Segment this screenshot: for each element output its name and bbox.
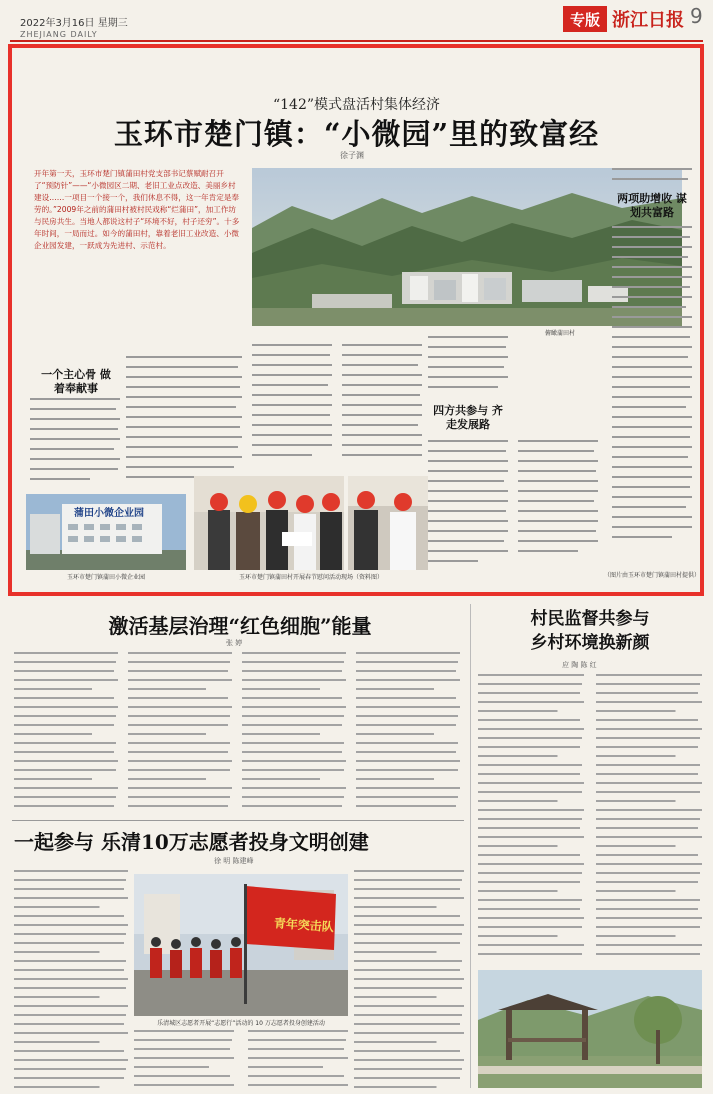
pavilion-photo bbox=[478, 970, 702, 1088]
article2-body bbox=[14, 652, 462, 812]
flag-text: 青年突击队 bbox=[273, 916, 335, 935]
masthead-rule bbox=[10, 40, 703, 42]
inspection-photo-caption: 玉环市楚门镇蒲田村开展春节慰问活动现场（资料图） bbox=[238, 574, 383, 581]
vertical-separator bbox=[470, 604, 471, 1088]
feature-lead: 开年第一天，玉环市楚门镇蒲田村党支部书记蔡赋耐召开了“预防针”——“小微园区二期、老旧工业点改造、美丽乡村建设……一项目一个接一个，我们休息不得，这一年肯定是奉劳的。”2009年之前的蒲田村被村民戏称“烂蒲田”，加工作坊与民房共生。当地人都说这村子“环境不好，村子还穷”。十多年时间，一局而过。如今的蒲田村，靠着老旧工业改造、小微企业园发建，一跃成为先进村、示范村。 bbox=[34, 169, 240, 250]
feature-headline: 玉环市楚门镇：“小微园”里的致富经 bbox=[113, 117, 600, 151]
subhead-cooperation: 四方共参与 齐走发展路 bbox=[433, 404, 503, 431]
aerial-photo-caption: 俯瞰蒲田村 bbox=[544, 330, 575, 337]
article4-title: 一起参与 乐清10万志愿者投身文明创建 bbox=[14, 830, 369, 854]
volunteer-photo-caption: 乐清城区志愿者开展“志愿行”活动的 10 万志愿者投身创建活动 bbox=[157, 1020, 325, 1027]
article4-body-right bbox=[354, 870, 464, 1090]
feature-kicker: “142”模式盘活村集体经济 bbox=[272, 97, 441, 113]
article3-byline: 应 陶 陈 红 bbox=[562, 661, 597, 669]
paper-english-name: ZHEJIANG DAILY bbox=[20, 30, 98, 39]
article4-top-rule bbox=[12, 820, 464, 821]
page-number: 9 bbox=[690, 4, 703, 28]
article4-body-mid bbox=[134, 1030, 348, 1090]
section-tag: 专版 bbox=[563, 6, 607, 32]
park-building-sign: 蒲田小微企业园 bbox=[74, 508, 144, 519]
article4-byline: 徐 明 陈建峰 bbox=[214, 857, 254, 865]
article2-byline: 张 婷 bbox=[226, 639, 243, 647]
highlight-frame bbox=[8, 44, 704, 596]
article3-body bbox=[478, 674, 702, 962]
subhead-leader: 一个主心骨 做着奉献事 bbox=[41, 368, 111, 395]
issue-date: 2022年3月16日 星期三 bbox=[20, 18, 128, 29]
photo-credit-note: （图片由玉环市楚门镇蒲田村提供） bbox=[603, 572, 700, 579]
volunteer-photo bbox=[134, 874, 348, 1016]
article3-title-line1: 村民监督共参与 bbox=[530, 609, 650, 629]
industrial-park-caption: 玉环市楚门镇蒲田小微企业园 bbox=[66, 574, 145, 581]
article2-title: 激活基层治理“红色细胞”能量 bbox=[108, 614, 372, 638]
feature-byline: 徐子渊 bbox=[340, 151, 364, 160]
article3-title-line2: 乡村环境换新颜 bbox=[530, 633, 650, 653]
paper-name: 浙江日报 bbox=[612, 10, 684, 31]
subhead-common-prosperity: 两项助增收 谋划共富路 bbox=[617, 192, 687, 219]
article4-body-left bbox=[14, 870, 128, 1090]
